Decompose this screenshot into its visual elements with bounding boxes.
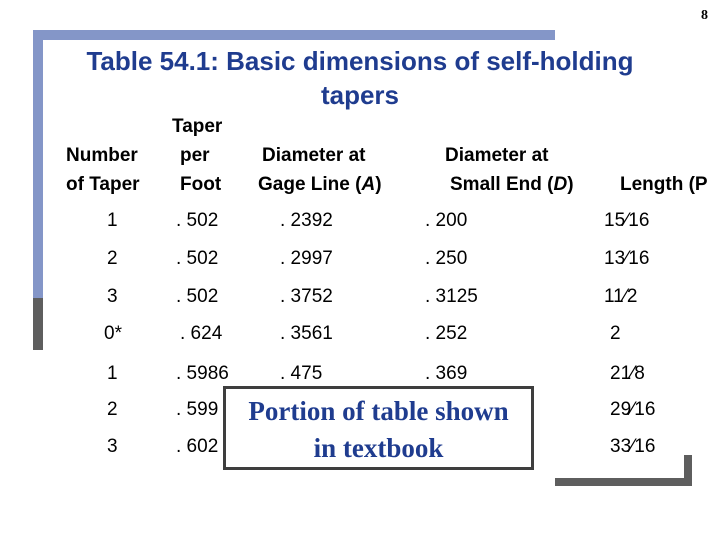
table-cell: 33⁄16 bbox=[610, 436, 656, 457]
table-cell: 2 bbox=[610, 323, 621, 344]
callout-line-1: Portion of table shown bbox=[248, 396, 509, 426]
table-cell: . 475 bbox=[280, 363, 323, 384]
header-number: Number bbox=[66, 145, 138, 166]
table-cell: . 3752 bbox=[280, 286, 333, 307]
header-per: per bbox=[180, 145, 210, 166]
callout-line-2: in textbook bbox=[313, 433, 444, 463]
header-of-taper: of Taper bbox=[66, 174, 140, 195]
header-diameter-gage: Diameter at bbox=[262, 145, 366, 166]
table-cell: . 3561 bbox=[280, 323, 333, 344]
slide-title bbox=[40, 44, 680, 112]
header-diameter-small: Diameter at bbox=[445, 145, 549, 166]
table-cell: 2 bbox=[107, 399, 118, 420]
table-cell: . 2392 bbox=[280, 210, 333, 231]
table-cell: 0* bbox=[104, 323, 122, 344]
header-gage-line: Gage Line (A) bbox=[258, 174, 382, 195]
header-taper: Taper bbox=[172, 116, 223, 137]
frame-bottom-bar bbox=[555, 478, 692, 486]
frame-left-shadow-bar bbox=[33, 298, 43, 350]
header-length: Length (P bbox=[620, 174, 708, 195]
table-cell: 13⁄16 bbox=[604, 248, 650, 269]
table-cell: . 624 bbox=[180, 323, 223, 344]
table-cell: . 2997 bbox=[280, 248, 333, 269]
table-cell: . 252 bbox=[425, 323, 468, 344]
table-cell: . 502 bbox=[176, 210, 219, 231]
table-cell: 21⁄8 bbox=[610, 363, 645, 384]
header-foot: Foot bbox=[180, 174, 222, 195]
title-line-1: Table 54.1: Basic dimensions of self-holding bbox=[86, 46, 634, 76]
table-cell: 3 bbox=[107, 286, 118, 307]
table-cell: 3 bbox=[107, 436, 118, 457]
table-cell: . 502 bbox=[176, 248, 219, 269]
page-number: 8 bbox=[701, 8, 708, 23]
table-cell: 1 bbox=[107, 210, 118, 231]
table-cell: 29⁄16 bbox=[610, 399, 656, 420]
table-cell: 15⁄16 bbox=[604, 210, 650, 231]
table-cell: 11⁄2 bbox=[604, 286, 638, 307]
table-cell: . 369 bbox=[425, 363, 468, 384]
table-cell: . 602 bbox=[176, 436, 219, 457]
table-cell: . 502 bbox=[176, 286, 219, 307]
table-cell: . 599 bbox=[176, 399, 219, 420]
header-small-end: Small End (D) bbox=[450, 174, 574, 195]
table-cell: . 200 bbox=[425, 210, 468, 231]
textbook-callout-box bbox=[223, 386, 534, 470]
table-cell: 1 bbox=[107, 363, 118, 384]
table-cell: . 250 bbox=[425, 248, 468, 269]
title-line-2: tapers bbox=[320, 80, 400, 110]
table-cell: . 5986 bbox=[176, 363, 229, 384]
table-cell: 2 bbox=[107, 248, 118, 269]
frame-right-bar bbox=[684, 455, 692, 486]
frame-top-bar bbox=[33, 30, 555, 40]
table-cell: . 3125 bbox=[425, 286, 478, 307]
